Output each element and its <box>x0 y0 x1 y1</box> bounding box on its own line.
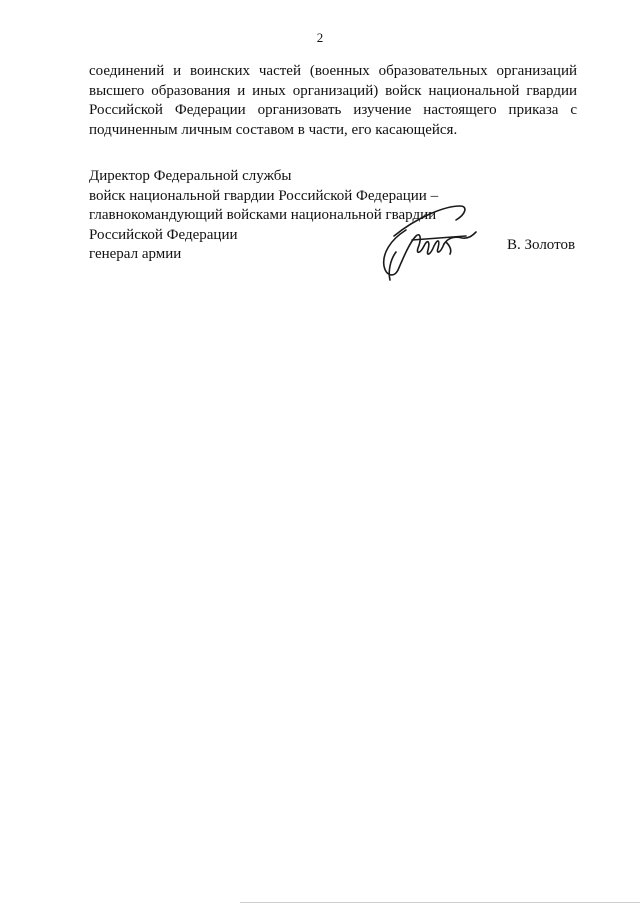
position-line: войск национальной гвардии Российской Федерации – <box>89 187 439 204</box>
body-line: соединений и воинских частей (военных образовательных организаций <box>89 63 577 79</box>
body-line: высшего образования и иных организаций) войск национальной гвардии <box>89 82 577 99</box>
position-line: генерал армии <box>89 246 182 262</box>
body-line: подчиненным личным составом в части, его касающейся. <box>89 121 458 138</box>
position-line: главнокомандующий войсками национальной гвардии <box>89 207 437 223</box>
body-paragraph <box>89 62 577 140</box>
page-number: 2 <box>316 30 324 45</box>
handwritten-signature <box>376 196 486 286</box>
scan-edge-line <box>240 902 640 903</box>
body-line: Российской Федерации организовать изучение настоящего приказа с <box>89 102 577 118</box>
position-line: Директор Федеральной службы <box>89 168 292 184</box>
position-line: Российской Федерации <box>89 226 238 243</box>
signer-name: В. Золотов <box>507 237 576 253</box>
